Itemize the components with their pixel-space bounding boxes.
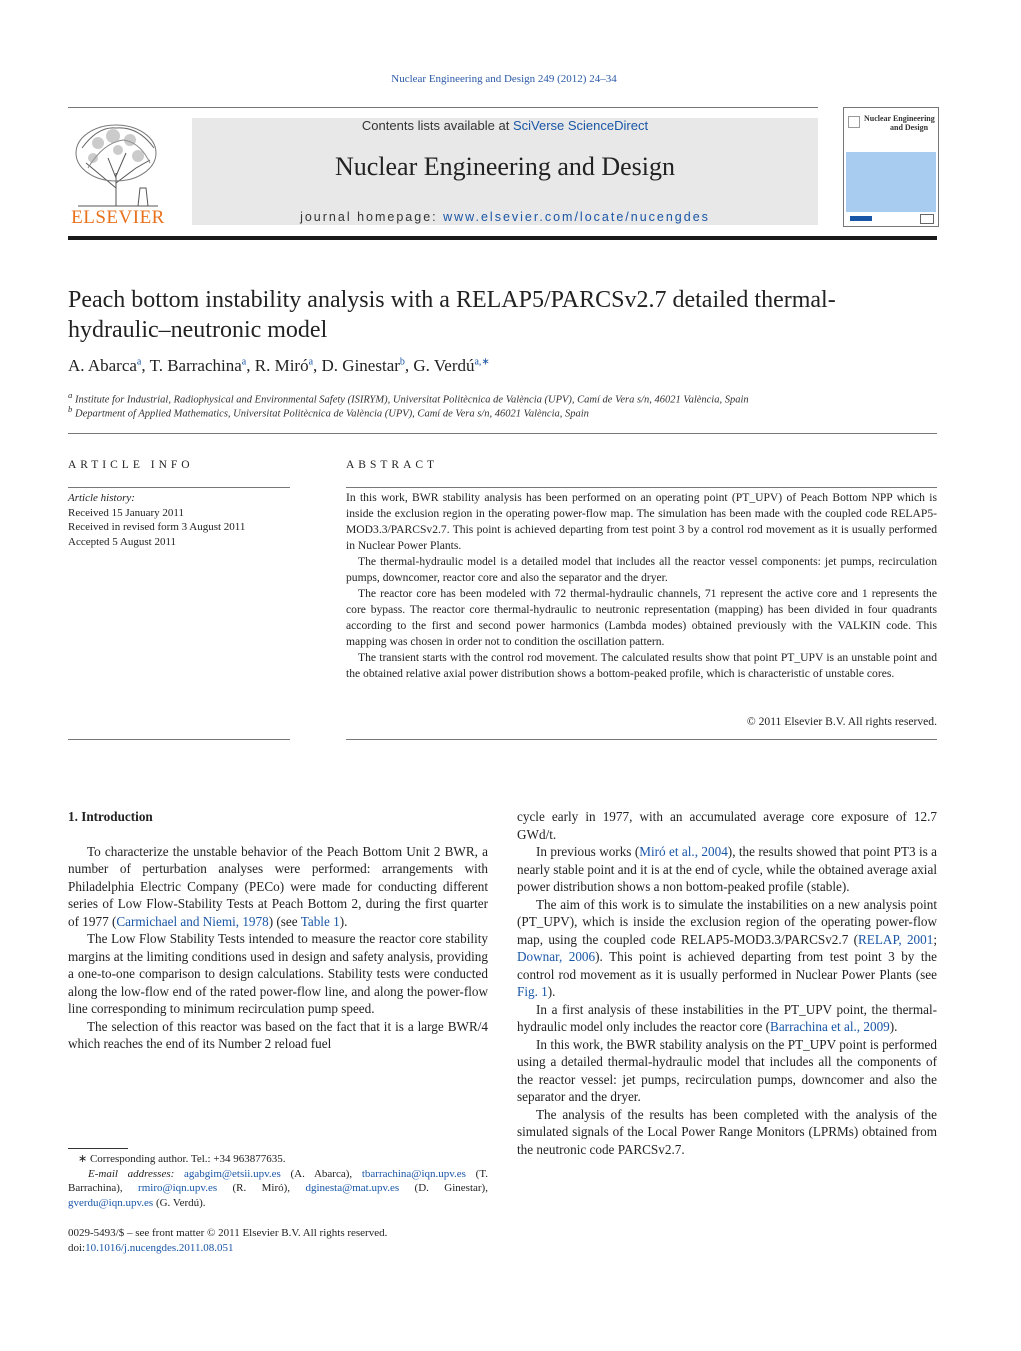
author-affil-mark[interactable]: b	[399, 356, 405, 368]
citation-link-downar[interactable]: Downar, 2006	[517, 949, 596, 964]
author-name: D. Ginestar	[321, 356, 400, 375]
author-separator: ,	[246, 356, 255, 375]
text-run: The aim of this work is to simulate the instabilities on a new analysis point (PT_UPV), which is inside the exclusion region of the operating power-flow map, using the coupled code RELAP5-MOD3.3/PARCSv2.7 (	[517, 896, 937, 947]
history-received: Received 15 January 2011	[68, 506, 184, 519]
sciencedirect-link[interactable]: SciVerse ScienceDirect	[512, 118, 649, 133]
body-paragraph	[517, 1001, 937, 1036]
cover-title	[864, 114, 935, 132]
elsevier-wordmark: ELSEVIER	[71, 207, 165, 228]
author-separator: ,	[404, 356, 414, 375]
affiliation-b	[68, 404, 938, 420]
cover-image-block	[846, 152, 936, 212]
author-affil-mark[interactable]: a	[241, 356, 247, 368]
text-run: ).	[889, 1019, 898, 1034]
body-paragraph: In this work, the BWR stability analysis on the PT_UPV point is performed using a detailed thermal-hydraulic model that includes all the components of the reactor vessel: jet pumps, recirculation pumps, downcomer and also the separator and the dryer.	[517, 1036, 937, 1104]
elsevier-logo[interactable]	[68, 118, 168, 228]
cover-publisher-mark	[850, 216, 872, 221]
text-run: ). This point is achieved departing from test point 3 by the control rod movement as it is usually performed in Nuclear Power Plants (see	[517, 949, 937, 982]
copyright-notice: © 2011 Elsevier B.V. All rights reserved.	[746, 715, 937, 728]
text-run: In previous works (	[536, 844, 640, 859]
email-link[interactable]: gverdu@iqn.upv.es	[68, 1196, 154, 1209]
journal-homepage	[192, 210, 818, 224]
body-paragraph	[517, 843, 937, 896]
email-addresses	[68, 1167, 488, 1211]
history-revised: Received in revised form 3 August 2011	[68, 521, 246, 534]
author-name: T. Barrachina	[149, 356, 242, 375]
author-affil-mark[interactable]: a	[308, 356, 314, 368]
author-name: A. Abarca	[68, 356, 137, 375]
abstract-paragraph: The reactor core has been modeled with 72 thermal-hydraulic channels, 71 represent the active core and 1 represents the core bypass. The reactor core thermal-hydraulic to neutronic representation (mapping) has been divided in four quadrants according to the first and second power harmonics (Lambda modes) obtained previously with the VALKIN code. This mapping was chosen in order not to condition the oscillation pattern.	[346, 587, 937, 648]
body-paragraph	[517, 896, 937, 1001]
citation-link-carmichael[interactable]: Carmichael and Niemi, 1978	[116, 913, 269, 929]
journal-name: Nuclear Engineering and Design	[334, 152, 676, 181]
homepage-prefix: journal homepage:	[300, 210, 444, 224]
abstract-paragraph: The thermal-hydraulic model is a detailed model that includes all the reactor vessel components: jet pumps, recirculation pumps, downcomer, reactor core and also the separator and the dryer.	[346, 555, 937, 584]
citation-link-miro[interactable]: Miró et al., 2004	[639, 844, 728, 859]
body-paragraph: The Low Flow Stability Tests intended to measure the reactor core stability margins at the limiting conditions used in design and safety analysis, providing a one-to-one comparison to design calculations. Stability tests were conducted along the low-flow end of the rated power-flow line, and along the power-flow line corresponding to minimum recirculation pump speed.	[68, 931, 488, 1016]
title-divider	[68, 433, 937, 434]
corresponding-author-note: ∗ Corresponding author. Tel.: +34 963877635.	[78, 1153, 286, 1165]
text-run: ).	[547, 984, 556, 999]
author-name: G. Verdú	[413, 356, 475, 375]
article-title: Peach bottom instability analysis with a RELAP5/PARCSv2.7 detailed thermal-hydraulic–neutronic model	[68, 287, 836, 343]
body-paragraph: The selection of this reactor was based on the fact that it is a large BWR/4 which reaches the end of its Number 2 reload fuel	[68, 1018, 488, 1051]
text-run: To characterize the unstable behavior of the Peach Bottom Unit 2 BWR, a number of perturbation analyses were performed: arrangements with Philadelphia Electric Company (PECo) were made for conducting different series of Low Flow-Stability Tests at Peach Bottom 2, during the first quarter of 1977 (	[68, 843, 488, 929]
body-paragraph: cycle early in 1977, with an accumulated average core exposure of 12.7 GWd/t.	[517, 809, 937, 842]
email-owner: (R. Miró),	[217, 1182, 306, 1195]
affiliation-text: Institute for Industrial, Radiophysical and Environmental Safety (ISIRYM), Universitat Politècnica de València (UPV), Camí de Vera s/n, 46021 València, Spain	[75, 394, 749, 406]
body-paragraph: The analysis of the results has been completed with the analysis of the simulated signals of the Local Power Range Monitors (LPRMs) obtained from the neutronic code PARCSv2.7.	[517, 1106, 937, 1157]
affiliation-text: Department of Applied Mathematics, Universitat Politècnica de València (UPV), Camí de Vera s/n, 46021 València, Spain	[75, 408, 589, 420]
email-link[interactable]: agabgim@etsii.upv.es	[184, 1167, 281, 1180]
email-owner: (D. Ginestar),	[399, 1182, 488, 1195]
front-matter	[68, 1226, 488, 1255]
citation-link-barrachina[interactable]: Barrachina et al., 2009	[770, 1019, 890, 1034]
figure-1-link[interactable]: Fig. 1	[517, 984, 548, 999]
body-paragraph	[68, 843, 488, 931]
article-history	[68, 491, 290, 549]
email-link[interactable]: tbarrachina@iqn.upv.es	[361, 1167, 466, 1180]
author-list	[68, 356, 938, 376]
footnotes	[68, 1152, 488, 1210]
doi-link[interactable]: 10.1016/j.nucengdes.2011.08.051	[85, 1241, 234, 1254]
text-run: ).	[339, 913, 348, 929]
issn-line: 0029-5493/$ – see front matter © 2011 Elsevier B.V. All rights reserved.	[68, 1227, 388, 1239]
article-info-bottom-rule	[68, 739, 290, 740]
email-link[interactable]: rmiro@iqn.upv.es	[138, 1182, 218, 1195]
header-top-rule	[68, 107, 818, 108]
journal-cover-thumbnail[interactable]	[843, 107, 939, 227]
email-owner: (G. Verdú).	[153, 1196, 206, 1209]
author-name: R. Miró	[254, 356, 309, 375]
history-accepted: Accepted 5 August 2011	[68, 535, 177, 548]
email-owner: (A. Abarca),	[280, 1167, 362, 1180]
author-separator: ,	[313, 356, 322, 375]
homepage-link[interactable]: www.elsevier.com/locate/nucengdes	[443, 210, 710, 224]
abstract-paragraph: In this work, BWR stability analysis has been performed on an operating point (PT_UPV) of Peach Bottom NPP which is inside the exclusion region in the operating power-flow map. The simulation has been made with the coupled code RELAP5-MOD3.3/PARCSv2.7. This point is achieved departing from test point 3 by a control rod movement as it is usually performed in Nuclear Power Plants.	[346, 491, 937, 552]
cover-crest-icon	[848, 116, 860, 128]
article-info-rule	[68, 487, 290, 488]
table-1-link[interactable]: Table 1	[300, 913, 340, 929]
email-owner: (T. Barrachina),	[68, 1167, 488, 1195]
affiliation-mark: b	[68, 404, 73, 414]
author-separator: ,	[141, 356, 150, 375]
body-column-left	[68, 808, 488, 1053]
cover-title-line2: and Design	[890, 123, 929, 132]
body-column-right	[517, 808, 937, 1158]
author-affil-mark[interactable]: a	[136, 356, 142, 368]
text-run: ;	[933, 931, 937, 947]
contents-prefix: Contents lists available at	[361, 118, 513, 133]
cover-title-line1: Nuclear Engineering	[864, 114, 935, 123]
cover-logo-icon	[920, 214, 934, 224]
abstract-heading: ABSTRACT	[346, 459, 439, 471]
affiliation-mark: a	[68, 390, 73, 400]
email-label: E-mail addresses:	[88, 1167, 184, 1180]
history-label: Article history:	[68, 492, 135, 504]
journal-citation[interactable]: Nuclear Engineering and Design 249 (2012) 24–34	[391, 73, 617, 85]
contents-line	[192, 118, 818, 133]
email-link[interactable]: dginesta@mat.upv.es	[305, 1182, 400, 1195]
text-run: In a first analysis of these instabilities in the PT_UPV point, the thermal-hydraulic model only includes the reactor core (	[517, 1001, 937, 1034]
header-thick-rule	[68, 236, 937, 240]
text-run: ) (see	[268, 913, 301, 929]
abstract-paragraph: The transient starts with the control rod movement. The calculated results show that point PT_UPV is an unstable point and the obtained relative axial power distribution shows a bottom-peaked profile, which is characteristic of unstable cores.	[346, 651, 937, 680]
section-heading-introduction: 1. Introduction	[68, 809, 153, 824]
text-run: ), the results showed that point PT3 is a nearly stable point and it is at the end of cycle, while the obtained average axial power distribution shows a non bottom-peaked profile (stable).	[517, 844, 937, 894]
abstract-rule	[346, 487, 937, 488]
doi-prefix: doi:	[68, 1241, 86, 1254]
abstract-bottom-rule	[346, 739, 937, 740]
article-info-heading: ARTICLE INFO	[68, 459, 194, 471]
doi-line	[68, 1241, 488, 1256]
abstract-body	[346, 490, 937, 682]
author-affil-mark[interactable]: a,∗	[474, 356, 490, 368]
footnote-rule	[68, 1148, 128, 1149]
citation-link-relap[interactable]: RELAP, 2001	[858, 931, 934, 947]
